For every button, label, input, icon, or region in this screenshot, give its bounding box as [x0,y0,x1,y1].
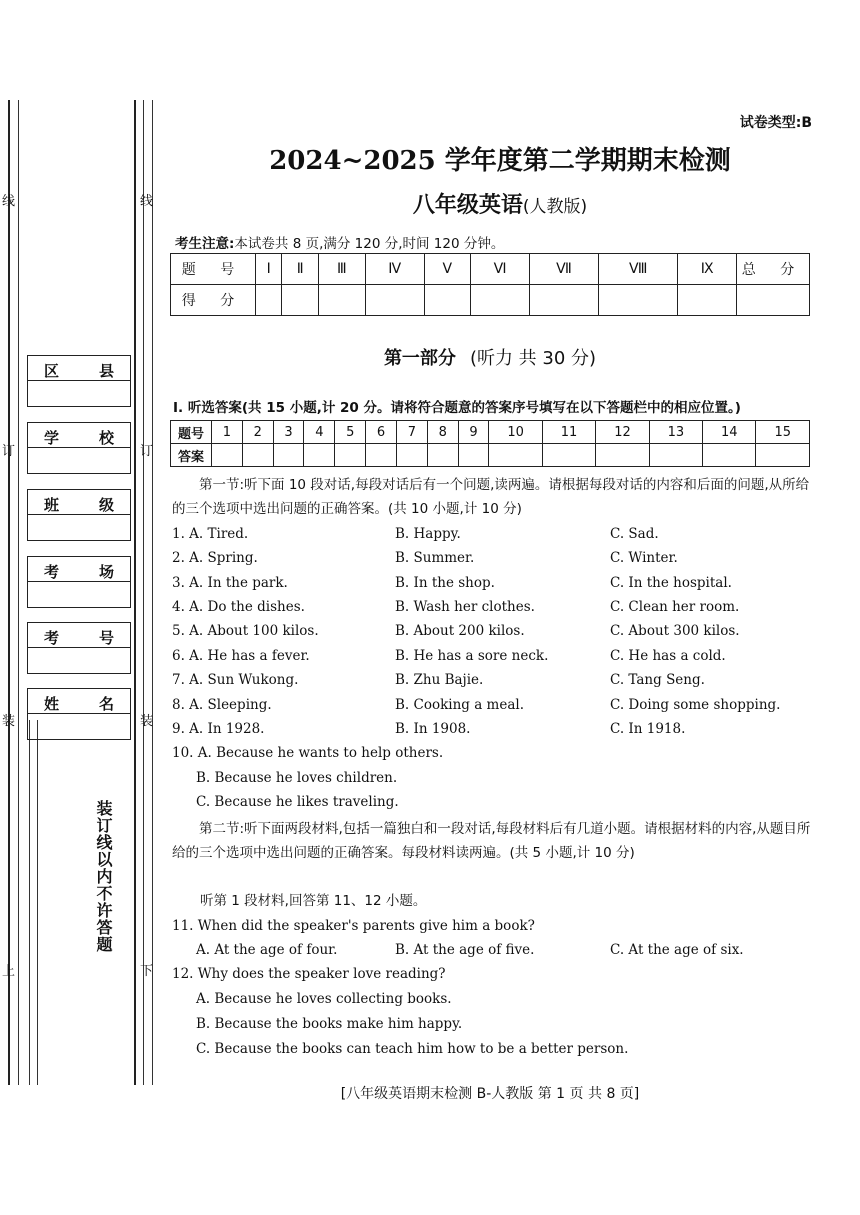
score-cell[interactable] [599,285,678,316]
score-cell[interactable] [678,285,737,316]
info-label: 县 [98,362,114,380]
side-mark: 装 [140,714,154,729]
answer-cell[interactable] [335,444,366,467]
answer-cell[interactable] [703,444,756,467]
question-option-c: C. In 1918. [610,721,686,737]
answer-number: 7 [396,421,427,444]
page-title: 2024~2025 学年度第二学期期末检测 [269,146,731,176]
binding-line [152,100,153,1085]
question-option-a: 8. A. Sleeping. [172,697,272,713]
question-option-a: 9. A. In 1928. [172,721,265,737]
question-stem: 11. When did the speaker's parents give him a book? [172,918,535,934]
notice-label: 考生注意: [175,236,235,252]
section-heading: Ⅰ. 听选答案(共 15 小题,计 20 分。请将符合题意的答案序号填写在以下答题栏中的相应位置。) [173,400,741,416]
side-mark: 线 [140,194,154,209]
score-header-row [171,254,810,285]
info-label: 区 [44,362,60,380]
question-option-c: C. He has a cold. [610,648,726,664]
question-option-c: C. Winter. [610,550,678,566]
answer-cell[interactable] [649,444,702,467]
answer-number: 1 [212,421,243,444]
info-label: 名 [98,695,114,713]
material-intro: 听第 1 段材料,回答第 11、12 小题。 [200,893,427,909]
answer-cell[interactable] [366,444,397,467]
question-option-c: C. Because the books can teach him how to be a better person. [196,1041,629,1057]
paper-type: 试卷类型:B [739,115,812,131]
question-option-b: B. Summer. [395,550,475,566]
side-mark: 订 [2,444,16,459]
answer-cell[interactable] [212,444,243,467]
question-option-c: C. About 300 kilos. [610,623,740,639]
question-option-b: B. Because the books make him happy. [196,1016,463,1032]
score-cell[interactable] [424,285,471,316]
answer-row-label: 答案 [171,444,212,467]
answer-cell[interactable] [242,444,273,467]
question-stem: 12. Why does the speaker love reading? [172,966,446,982]
binding-line [8,100,10,1085]
binding-line [143,100,144,1085]
answer-number: 5 [335,421,366,444]
part-sub: (听力 共 30 分) [469,348,597,369]
answer-cell[interactable] [542,444,595,467]
question-option-a: 2. A. Spring. [172,550,258,566]
question-option-c: C. In the hospital. [610,575,732,591]
binding-line [29,720,30,1085]
question-option-b: B. Wash her clothes. [395,599,535,615]
score-cell[interactable] [365,285,424,316]
question-option-c: C. Sad. [610,526,659,542]
answer-cell[interactable] [427,444,458,467]
instruction-part1: 第一节:听下面 10 段对话,每段对话后有一个问题,读两遍。请根据每段对话的内容和后面的问题,从所给的三个选项中选出问题的正确答案。(共 10 小题,计 10 分) [172,477,810,517]
score-cell[interactable] [282,285,319,316]
question-option-c: C. Tang Seng. [610,672,705,688]
info-label: 考 [44,563,60,581]
info-label: 班 [44,496,60,514]
binding-line [37,720,38,1085]
exam-notice [175,232,504,252]
answer-number: 3 [273,421,304,444]
score-cell[interactable] [318,285,365,316]
answer-number: 9 [458,421,489,444]
answer-row-label: 题号 [171,421,212,444]
question-option-a: A. At the age of four. [196,942,338,958]
info-box-name[interactable] [27,688,131,740]
score-cell[interactable] [529,285,598,316]
subject: 八年级英语 [412,193,523,218]
answer-number: 2 [242,421,273,444]
question-option-b: B. In the shop. [395,575,495,591]
score-header-cell: 总 分 [737,254,810,285]
info-box-exam-number[interactable] [27,622,131,674]
part-title: 第一部分 [383,348,456,369]
question-option-b: B. Happy. [395,526,461,542]
info-label: 级 [98,496,114,514]
question-option-b: B. About 200 kilos. [395,623,525,639]
answer-number: 10 [489,421,542,444]
answer-row [171,444,810,467]
score-header-cell: Ⅲ [318,254,365,285]
score-table [170,253,810,316]
score-cell[interactable] [471,285,530,316]
answer-number: 8 [427,421,458,444]
question-option-c: C. At the age of six. [610,942,744,958]
question-option-b: B. In 1908. [395,721,471,737]
info-box-district[interactable] [27,355,131,407]
answer-number: 6 [366,421,397,444]
score-header-cell: Ⅱ [282,254,319,285]
answer-number: 12 [596,421,649,444]
binding-line [134,100,136,1085]
answer-number: 4 [304,421,335,444]
question-option-a: 4. A. Do the dishes. [172,599,305,615]
question-option-a: 10. A. Because he wants to help others. [172,745,444,761]
question-option-b: B. Cooking a meal. [395,697,525,713]
side-mark: 装 [2,714,16,729]
answer-number: 14 [703,421,756,444]
question-option-b: B. At the age of five. [395,942,535,958]
side-mark: 下 [140,964,154,979]
score-row [171,285,810,316]
score-header-cell: Ⅶ [529,254,598,285]
info-label: 校 [98,429,114,447]
notice-text: 本试卷共 8 页,满分 120 分,时间 120 分钟。 [234,236,505,252]
question-option-a: 7. A. Sun Wukong. [172,672,299,688]
score-header-cell: Ⅸ [678,254,737,285]
side-mark: 订 [140,444,154,459]
answer-cell[interactable] [489,444,542,467]
score-row-label: 得 分 [171,285,256,316]
edition: (人教版) [522,197,588,217]
info-box-school[interactable] [27,422,131,474]
info-box-class[interactable] [27,489,131,541]
answer-number: 11 [542,421,595,444]
side-mark: 上 [2,964,16,979]
binding-line [18,100,19,1085]
info-label: 号 [98,629,114,647]
question-option-a: 3. A. In the park. [172,575,288,591]
answer-number: 15 [756,421,810,444]
question-option-b: B. Zhu Bajie. [395,672,484,688]
info-label: 姓 [44,695,60,713]
answer-cell[interactable] [273,444,304,467]
score-header-cell: Ⅷ [599,254,678,285]
question-option-a: 6. A. He has a fever. [172,648,310,664]
score-header-cell: 题 号 [171,254,256,285]
question-option-c: C. Doing some shopping. [610,697,781,713]
answer-table [170,420,810,467]
info-label: 场 [98,563,114,581]
side-mark: 线 [2,194,16,209]
answer-cell[interactable] [304,444,335,467]
score-header-cell: Ⅴ [424,254,471,285]
answer-number-row [171,421,810,444]
question-option-a: A. Because he loves collecting books. [196,991,452,1007]
binding-warning: 装订线以内不许答题 [94,800,113,953]
score-header-cell: Ⅳ [365,254,424,285]
instruction-part2: 第二节:听下面两段材料,包括一篇独白和一段对话,每段材料后有几道小题。请根据材料的内容,从题目所给的三个选项中选出问题的正确答案。每段材料读两遍。(共 5 小题,计 10 分) [172,821,811,861]
question-option-c: C. Clean her room. [610,599,740,615]
score-cell[interactable] [256,285,282,316]
answer-cell[interactable] [458,444,489,467]
question-option-a: 1. A. Tired. [172,526,249,542]
page-subtitle [200,188,800,219]
answer-cell[interactable] [756,444,810,467]
question-option-b: B. Because he loves children. [196,770,398,786]
question-option-a: 5. A. About 100 kilos. [172,623,319,639]
answer-number: 13 [649,421,702,444]
answer-cell[interactable] [596,444,649,467]
info-label: 考 [44,629,60,647]
question-option-c: C. Because he likes traveling. [196,794,399,810]
page-footer: [八年级英语期末检测 B-人教版 第 1 页 共 8 页] [340,1086,640,1102]
question-option-b: B. He has a sore neck. [395,648,549,664]
part-heading [170,344,810,370]
score-cell[interactable] [737,285,810,316]
answer-cell[interactable] [396,444,427,467]
score-header-cell: Ⅰ [256,254,282,285]
info-label: 学 [44,429,60,447]
info-box-exam-room[interactable] [27,556,131,608]
score-header-cell: Ⅵ [471,254,530,285]
